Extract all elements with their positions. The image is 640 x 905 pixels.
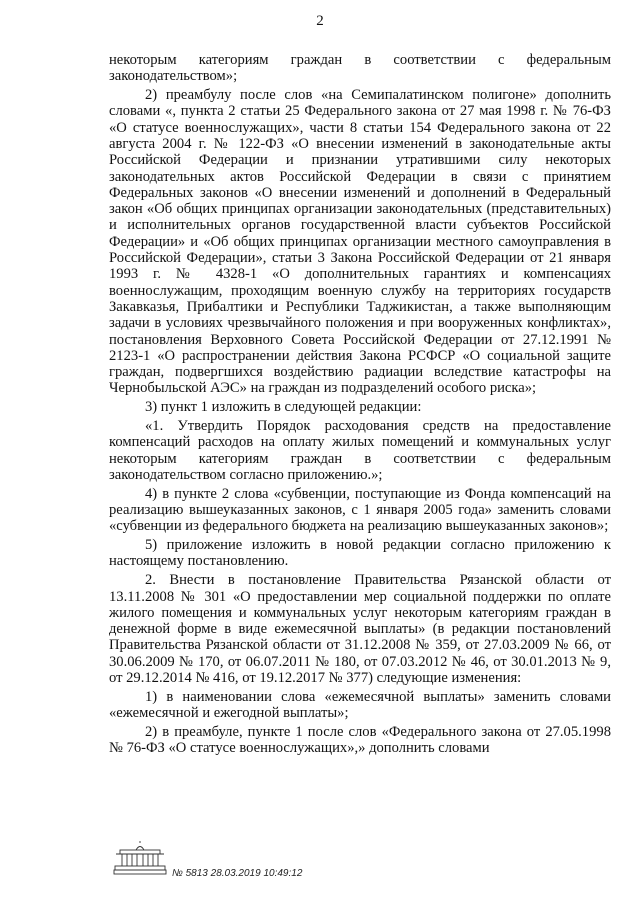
paragraph-7: 2. Внести в постановление Правительства Рязанской области от 13.11.2008 № 301 «О предоставлении мер социальной поддержки по оплате жилого помещения и коммунальных услуг некоторым категориям граждан в денежной форме в виде ежемесячной выплаты» (в редакции постановлений Правительства Рязанской области от 31.12.2008 № 359, от 27.03.2009 № 66, от 30.06.2009 № 170, от 06.07.2011 № 180, от 07.03.2012 № 46, от 30.01.2013 № 9, от 29.12.2014 № 416, от 19.12.2017 № 377) следующие изменения: <box>109 572 611 686</box>
paragraph-1: некоторым категориям граждан в соответствии с федеральным законодательством»; <box>109 52 611 85</box>
paragraph-3: 3) пункт 1 изложить в следующей редакции: <box>145 399 422 416</box>
paragraph-6: 5) приложение изложить в новой редакции согласно приложению к настоящему постановлению. <box>109 537 611 570</box>
paragraph-8: 1) в наименовании слова «ежемесячной выплаты» заменить словами «ежемесячной и ежегодной выплаты»; <box>109 688 611 722</box>
paragraph-4: «1. Утвердить Порядок расходования средств на предоставление компенсаций расходов на оплату жилых помещений и коммунальных услуг некоторым категориям граждан в соответствии с федеральным законодательством согласно приложению.»; <box>109 418 611 483</box>
document-body <box>109 52 611 759</box>
government-building-stamp-icon <box>112 840 168 876</box>
paragraph-5: 4) в пункте 2 слова «субвенции, поступающие из Фонда компенсаций на реализацию вышеуказанных законов, с 1 января 2005 года» заменить словами «субвенции из федерального бюджета на реализацию вышеуказанных законов»; <box>109 485 611 535</box>
document-registration-number: № 5813 28.03.2019 10:49:12 <box>172 868 303 879</box>
paragraph-9: 2) в преамбуле, пункте 1 после слов «Федерального закона от 27.05.1998 № 76-ФЗ «О статусе военнослужащих»,» дополнить словами <box>109 723 611 757</box>
paragraph-2: 2) преамбулу после слов «на Семипалатинском полигоне» дополнить словами «, пункта 2 статьи 25 Федерального закона от 27 мая 1998 г. № 76-ФЗ «О статусе военнослужащих», части 8 статьи 154 Федерального закона от 22 августа 2004 г. № 122-ФЗ «О внесении изменений в законодательные акты Российской Федерации и признании утратившими силу некоторых законодательных актов Российской Федерации в связи с принятием Федеральных законов «О внесении изменений и дополнений в Федеральный закон «Об общих принципах организации законодательных (представительных) и исполнительных органов государственной власти субъектов Российской Федерации» и «Об общих принципах организации местного самоуправления в Российской Федерации», статьи 3 Закона Российской Федерации от 21 января 1993 г. № 4328-1 «О дополнительных гарантиях и компенсациях военнослужащим, проходящим военную службу на территориях государств Закавказья, Прибалтики и Республики Таджикистан, а также выполняющим задачи в условиях чрезвычайного положения и при вооруженных конфликтах», постановления Верховного Совета Российской Федерации от 27.12.1991 № 2123-1 «О распространении действия Закона РСФСР «О социальной защите граждан, подвергшихся воздействию радиации вследствие катастрофы на Чернобыльской АЭС» на граждан из подразделений особого риска»; <box>109 87 611 397</box>
page-number: 2 <box>316 13 324 29</box>
